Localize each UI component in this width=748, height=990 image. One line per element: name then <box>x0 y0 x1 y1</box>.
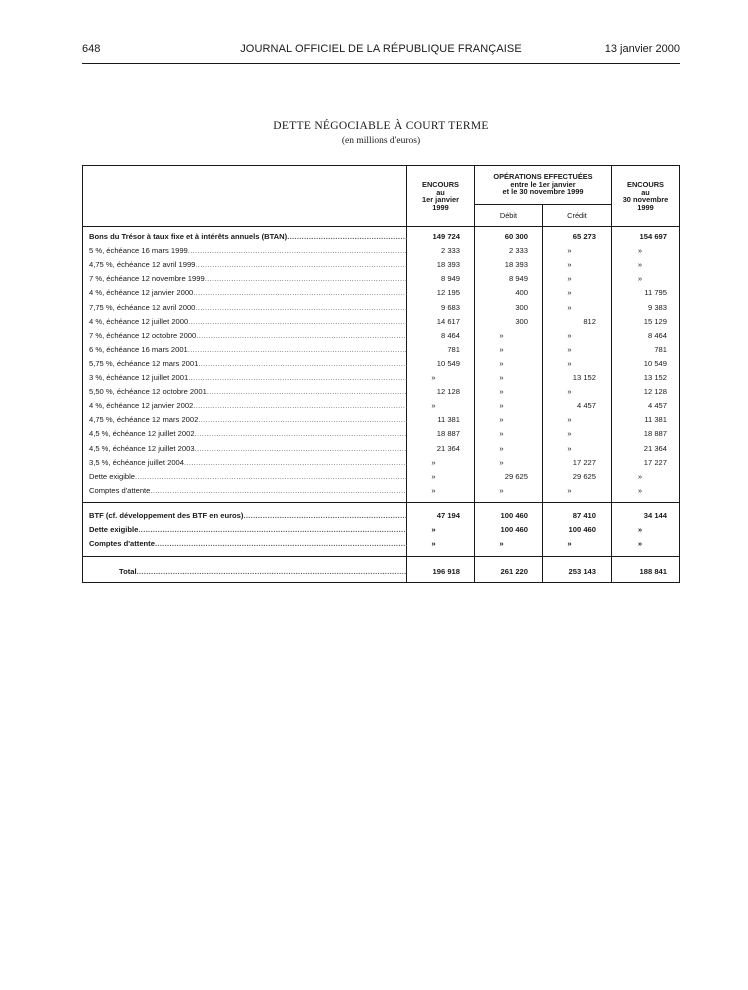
cell-value: 18 393 <box>436 260 460 270</box>
row-label: 4,75 %, échéance 12 mars 2002 ..... <box>89 415 407 424</box>
document-title: DETTE NÉGOCIABLE À COURT TERME <box>273 120 489 132</box>
cell-value: 10 549 <box>643 358 667 368</box>
cell-value: 21 364 <box>643 443 667 453</box>
row-label: Comptes d'attente ..... <box>89 486 407 495</box>
cell-value: 12 128 <box>643 387 667 397</box>
table-row <box>83 387 681 401</box>
cell-value: 8 464 <box>440 330 460 340</box>
row-label: Comptes d'attente ..... <box>89 539 407 548</box>
total-value: 196 918 <box>432 567 460 576</box>
total-row <box>83 567 681 581</box>
cell-value: » <box>499 539 504 548</box>
cell-value: 18 887 <box>436 429 460 439</box>
header-rule <box>474 204 611 205</box>
row-label: 3,5 %, échéance juillet 2004 ..... <box>89 458 407 467</box>
row-label: 5,75 %, échéance 12 mars 2001 ..... <box>89 359 407 368</box>
debt-table <box>82 165 680 583</box>
total-label: Total ..... <box>119 567 407 576</box>
cell-value: 17 227 <box>572 457 596 467</box>
page-number: 648 <box>82 43 101 55</box>
cell-value: 47 194 <box>436 511 460 520</box>
cell-value: 154 697 <box>639 232 667 241</box>
cell-value: » <box>567 344 572 354</box>
row-label: 4,5 %, échéance 12 juillet 2003 ..... <box>89 444 407 453</box>
header-line: au <box>641 187 650 197</box>
table-row <box>83 472 681 486</box>
cell-value: 13 152 <box>643 373 667 382</box>
cell-value: 4 457 <box>576 401 596 411</box>
table-row <box>83 373 681 387</box>
table-row <box>83 232 681 246</box>
total-value: 261 220 <box>500 567 528 576</box>
cell-value: » <box>499 387 504 397</box>
header-line: OPÉRATIONS EFFECTUÉES <box>493 172 593 181</box>
cell-value: » <box>431 457 436 467</box>
header-operations <box>475 173 611 196</box>
row-label: 5 %, échéance 16 mars 1999 ..... <box>89 246 407 255</box>
cell-value: 21 364 <box>436 443 460 453</box>
cell-value: 29 625 <box>504 471 528 481</box>
table-row <box>83 401 681 415</box>
header-line: et le 30 novembre 1999 <box>502 187 584 197</box>
table-row <box>83 525 681 539</box>
header-line: 1999 <box>637 202 654 212</box>
row-label: 4 %, échéance 12 juillet 2000 ..... <box>89 317 407 326</box>
cell-value: 781 <box>654 344 667 354</box>
cell-value: » <box>567 429 572 439</box>
table-row <box>83 458 681 472</box>
cell-value: » <box>567 260 572 270</box>
cell-value: » <box>499 373 504 382</box>
cell-value: » <box>499 330 504 340</box>
cell-value: » <box>567 539 572 548</box>
cell-value: » <box>637 471 643 481</box>
table-row <box>83 429 681 443</box>
cell-value: » <box>431 401 436 411</box>
cell-value: » <box>499 401 504 411</box>
row-label: 5,50 %, échéance 12 octobre 2001 ..... <box>89 387 407 396</box>
header-encours-start <box>407 181 474 211</box>
cell-value: » <box>637 539 643 548</box>
table-row <box>83 539 681 553</box>
cell-value: 65 273 <box>572 232 596 241</box>
cell-value: 100 460 <box>500 511 528 520</box>
journal-title: JOURNAL OFFICIEL DE LA RÉPUBLIQUE FRANÇAISE <box>240 43 522 55</box>
cell-value: » <box>567 485 572 495</box>
cell-value: » <box>499 457 504 467</box>
cell-value: 100 460 <box>500 525 528 534</box>
header-line: ENCOURS <box>422 180 459 189</box>
header-encours-end <box>612 181 679 211</box>
row-label: 6 %, échéance 16 mars 2001 ..... <box>89 345 407 354</box>
cell-value: » <box>637 274 643 284</box>
cell-value: » <box>431 471 436 481</box>
cell-value: 12 195 <box>436 288 460 298</box>
row-label: 7,75 %, échéance 12 avril 2000 ..... <box>89 303 407 312</box>
cell-value: 781 <box>447 344 460 354</box>
row-label: 7 %, échéance 12 octobre 2000 ..... <box>89 331 407 340</box>
cell-value: » <box>567 415 572 425</box>
cell-value: » <box>637 246 643 256</box>
cell-value: » <box>499 443 504 453</box>
header-credit: Crédit <box>567 211 587 220</box>
cell-value: » <box>499 429 504 439</box>
header-debit: Débit <box>499 211 518 220</box>
cell-value: 4 457 <box>647 401 667 411</box>
cell-value: 11 795 <box>644 288 667 298</box>
table-row <box>83 317 681 331</box>
header-rule <box>83 226 679 227</box>
table-row <box>83 274 681 288</box>
cell-value: » <box>431 485 436 495</box>
row-label: Dette exigible ..... <box>89 525 407 534</box>
cell-value: 2 333 <box>440 246 460 256</box>
cell-value: » <box>567 302 572 312</box>
cell-value: 9 383 <box>647 302 667 312</box>
header-line: 1999 <box>432 202 449 212</box>
cell-value: 15 129 <box>643 316 667 326</box>
table-row <box>83 345 681 359</box>
row-label: Bons du Trésor à taux fixe et à intérêts annuels (BTAN) ..... <box>89 232 407 241</box>
cell-value: » <box>567 274 572 284</box>
cell-value: 11 381 <box>644 415 667 425</box>
cell-value: » <box>567 387 572 397</box>
row-label: 4,75 %, échéance 12 avril 1999 ..... <box>89 260 407 269</box>
cell-value: 34 144 <box>643 511 667 520</box>
table-row <box>83 511 681 525</box>
cell-value: » <box>567 246 572 256</box>
cell-value: 29 625 <box>572 471 596 481</box>
cell-value: 149 724 <box>432 232 460 241</box>
row-label: Dette exigible ..... <box>89 472 407 481</box>
total-value: 253 143 <box>568 567 596 576</box>
cell-value: » <box>499 344 504 354</box>
header-line: au <box>436 187 445 197</box>
table-row <box>83 486 681 500</box>
cell-value: 13 152 <box>572 373 596 382</box>
issue-date: 13 janvier 2000 <box>604 43 680 55</box>
table-row <box>83 331 681 345</box>
cell-value: 18 887 <box>643 429 667 439</box>
cell-value: 2 333 <box>508 246 528 256</box>
cell-value: 17 227 <box>643 457 667 467</box>
table-row <box>83 444 681 458</box>
header-line: entre le 1er janvier <box>510 179 576 189</box>
cell-value: 9 683 <box>440 302 460 312</box>
cell-value: 18 393 <box>504 260 528 270</box>
total-value: 188 841 <box>639 567 667 576</box>
header-line: 1er janvier <box>422 195 459 205</box>
page-header <box>82 43 680 64</box>
cell-value: 300 <box>515 316 528 326</box>
cell-value: 10 549 <box>436 358 460 368</box>
cell-value: » <box>499 415 504 425</box>
row-label: 4 %, échéance 12 janvier 2000 ..... <box>89 288 407 297</box>
cell-value: 87 410 <box>572 511 596 520</box>
header-line: ENCOURS <box>627 180 664 189</box>
cell-value: » <box>567 330 572 340</box>
row-label: 4,5 %, échéance 12 juillet 2002 ..... <box>89 429 407 438</box>
cell-value: 8 949 <box>440 274 460 284</box>
table-row <box>83 260 681 274</box>
cell-value: » <box>567 288 572 298</box>
cell-value: 300 <box>515 302 528 312</box>
cell-value: » <box>567 358 572 368</box>
table-row <box>83 288 681 302</box>
cell-value: 8 464 <box>647 330 667 340</box>
cell-value: » <box>499 358 504 368</box>
cell-value: » <box>499 485 504 495</box>
table-row <box>83 246 681 260</box>
cell-value: 812 <box>583 316 596 326</box>
cell-value: 100 460 <box>568 525 596 534</box>
cell-value: » <box>637 525 643 534</box>
cell-value: » <box>431 539 436 548</box>
cell-value: » <box>637 485 643 495</box>
row-label: 4 %, échéance 12 janvier 2002 ..... <box>89 401 407 410</box>
row-label: 7 %, échéance 12 novembre 1999 ..... <box>89 274 407 283</box>
cell-value: » <box>567 443 572 453</box>
cell-value: 11 381 <box>437 415 460 425</box>
cell-value: » <box>637 260 643 270</box>
cell-value: 60 300 <box>504 232 528 241</box>
document-subtitle: (en millions d'euros) <box>341 136 421 146</box>
row-label: 3 %, échéance 12 juillet 2001 ..... <box>89 373 407 382</box>
cell-value: 12 128 <box>436 387 460 397</box>
cell-value: 400 <box>515 288 528 298</box>
header-line: 30 novembre <box>622 195 669 205</box>
row-label: BTF (cf. développement des BTF en euros) ..... <box>89 511 407 520</box>
table-row <box>83 359 681 373</box>
table-row <box>83 303 681 317</box>
cell-value: » <box>431 373 436 382</box>
total-rule <box>83 556 679 557</box>
cell-value: 8 949 <box>508 274 528 284</box>
table-row <box>83 415 681 429</box>
cell-value: 14 617 <box>436 316 460 326</box>
cell-value: » <box>431 525 436 534</box>
section-rule <box>83 502 679 503</box>
